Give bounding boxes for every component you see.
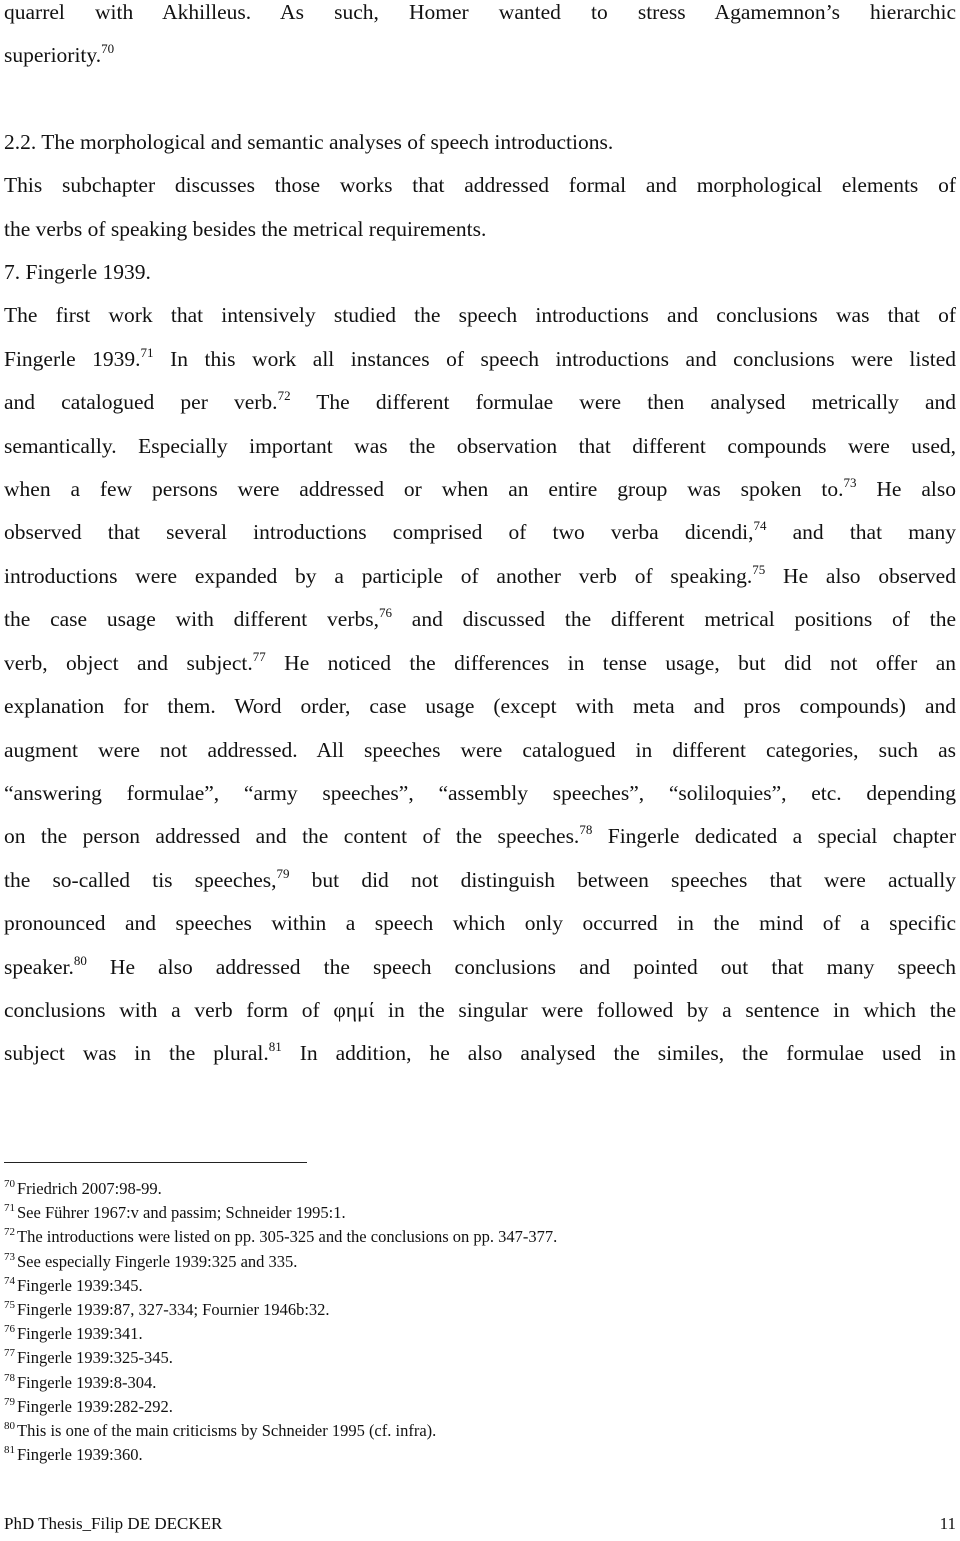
text-line: subject was in the plural.$^{81}$ In addition, he also analysed the similes, the formulae used in [4, 1039, 956, 1066]
footnote-number: 71 [4, 1202, 15, 1215]
footnote-ref[interactable]: 73 [843, 475, 857, 491]
footnote-number: 81 [4, 1444, 15, 1457]
footnote-number: 74 [4, 1274, 15, 1287]
footnote [4, 1201, 904, 1225]
text-line: pronounced and speeches within a speech which only occurred in the mind of a specific [4, 911, 956, 936]
footnote-number: 73 [4, 1250, 15, 1263]
footnote-ref[interactable]: 76 [379, 605, 392, 621]
footnote-ref[interactable]: 78 [579, 822, 593, 838]
footnote-text: Fingerle 1939:87, 327-334; Fournier 1946b:32. [17, 1300, 330, 1320]
text-line: quarrel with Akhilleus. As such, Homer wanted to stress Agamemnon’s hierarchic [4, 0, 956, 24]
footnote [4, 1298, 904, 1322]
text-line: and catalogued per verb.$^{72}$ The different formulae were then analysed metrically and [4, 388, 956, 415]
text-line: the verbs of speaking besides the metrical requirements. [4, 216, 487, 241]
footnote-ref[interactable]: 74 [753, 518, 767, 534]
footnote-text: Fingerle 1939:345. [17, 1275, 143, 1295]
footnotes [4, 1177, 904, 1467]
text-line: the so-called tis speeches,$^{79}$ but did not distinguish between speeches that were actually [4, 865, 956, 892]
footnote-text: See especially Fingerle 1939:325 and 335. [17, 1251, 298, 1271]
footnote-ref[interactable]: 77 [252, 648, 266, 664]
page-body [4, 0, 956, 1076]
footnote-text: Fingerle 1939:341. [17, 1324, 143, 1344]
page-number: 11 [939, 1514, 956, 1533]
text-line: explanation for them. Word order, case usage (except with meta and pros compounds) and [4, 694, 956, 719]
text-line: This subchapter discusses those works that addressed formal and morphological elements of [4, 173, 956, 198]
footnote-number: 80 [4, 1420, 15, 1433]
footnote-ref[interactable]: 72 [277, 388, 291, 404]
footnote-text: Fingerle 1939:360. [17, 1445, 143, 1465]
footnote [4, 1346, 904, 1370]
footnote-number: 78 [4, 1371, 15, 1384]
text-line: conclusions with a verb form of φημί in the singular were followed by a sentence in which the [4, 997, 956, 1022]
footnote-number: 77 [4, 1347, 15, 1360]
footnote-number: 72 [4, 1226, 15, 1239]
footnote-number: 79 [4, 1395, 15, 1408]
footnote-text: Fingerle 1939:8-304. [17, 1372, 157, 1392]
footnote-number: 75 [4, 1299, 15, 1312]
text-line: on the person addressed and the content of the speeches.$^{78}$ Fingerle dedicated a special chapter [4, 822, 956, 849]
footnote-text: Fingerle 1939:325-345. [17, 1348, 173, 1368]
footnote-number: 76 [4, 1323, 15, 1336]
text-line: augment were not addressed. All speeches were catalogued in different categories, such as [4, 737, 956, 762]
subsection-heading: 7. Fingerle 1939. [4, 260, 151, 285]
footnote [4, 1395, 904, 1419]
footnote-text: Fingerle 1939:282-292. [17, 1396, 173, 1416]
page-footer [4, 1514, 956, 1534]
text-line: The first work that intensively studied the speech introductions and conclusions was that of [4, 303, 956, 328]
footnote-ref[interactable]: 71 [140, 344, 154, 360]
footnote-ref[interactable]: 81 [268, 1039, 282, 1055]
footnote-text: See Führer 1967:v and passim; Schneider 1995:1. [17, 1203, 346, 1223]
footnote [4, 1443, 904, 1467]
footnote [4, 1250, 904, 1274]
text-line: Fingerle 1939.71 In this work all instances of speech introductions and conclusions were listed [4, 344, 956, 371]
text-line: verb, object and subject.$^{77}$ He noticed the differences in tense usage, but did not offer an [4, 648, 956, 675]
footnote [4, 1225, 904, 1249]
footnote-number: 70 [4, 1178, 15, 1190]
section-heading: 2.2. The morphological and semantic analyses of speech introductions. [4, 129, 614, 154]
footnote-ref[interactable]: 75 [752, 561, 766, 577]
footnote-text: Friedrich 2007:98-99. [17, 1179, 162, 1198]
text-line: the case usage with different verbs,$^{76}$ and discussed the different metrical positions of the [4, 605, 956, 632]
text-line: superiority.$^{70}$ [4, 41, 115, 68]
text-line: when a few persons were addressed or when an entire group was spoken to.$^{73}$ He also [4, 475, 957, 502]
continued-paragraph [4, 0, 956, 1076]
footnote-text: This is one of the main criticisms by Schneider 1995 (cf. infra). [17, 1421, 437, 1441]
text-line: semantically. Especially important was the observation that different compounds were used, [4, 433, 956, 458]
footnote-ref[interactable]: 70 [101, 41, 115, 57]
text-line: speaker.$^{80}$ He also addressed the speech conclusions and pointed out that many speech [4, 952, 956, 979]
text-line: observed that several introductions comprised of two verba dicendi,$^{74}$ and that many [4, 518, 956, 545]
text-line: introductions were expanded by a participle of another verb of speaking.$^{75}$ He also observed [4, 561, 956, 588]
text-line: “answering formulae”, “army speeches”, “assembly speeches”, “soliloquies”, etc. depending [4, 780, 956, 805]
footnote-ref[interactable]: 79 [276, 865, 290, 881]
footnote [4, 1371, 904, 1395]
footer-author: PhD Thesis_Filip DE DECKER [4, 1514, 223, 1533]
footnote [4, 1274, 904, 1298]
footnote-ref[interactable]: 80 [73, 952, 87, 968]
footnote [4, 1177, 904, 1201]
footnote-text: The introductions were listed on pp. 305-325 and the conclusions on pp. 347-377. [17, 1227, 558, 1247]
footnote [4, 1322, 904, 1346]
footnote [4, 1419, 904, 1443]
footnote-separator [4, 1162, 307, 1163]
